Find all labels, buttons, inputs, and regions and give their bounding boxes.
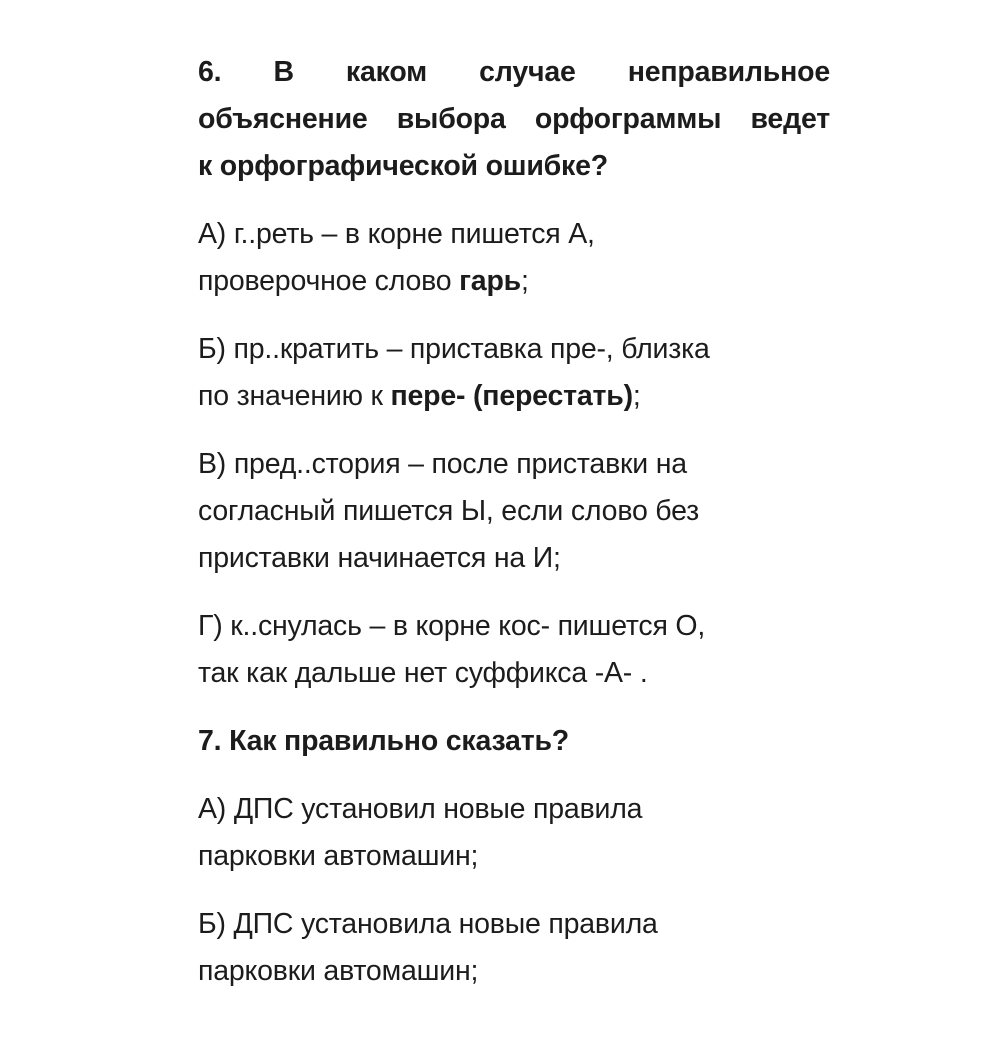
option-7b: Б) ДПС установила новые правила парковки автомашин; [198,908,658,987]
question-7-title: 7. Как правильно сказать? [198,725,569,757]
bold-word: гарь [459,265,521,297]
bold-word: пере- (перестать) [390,380,633,412]
option-6d: Г) к..снулась – в корне кос- пишется О, так как дальше нет суффикса -А- . [198,610,706,689]
option-6a: А) г..реть – в корне пишется А, проверочное слово гарь; [198,218,595,297]
option-7a: А) ДПС установил новые правила парковки автомашин; [198,793,643,872]
question-6-title: 6. В каком случае неправильное объяснение выбора орфограммы ведет к орфографической ошибке? [198,56,830,182]
document [198,49,830,1016]
option-6c: В) пред..стория – после приставки на согласный пишется Ы, если слово без приставки начинается на И; [198,448,700,574]
option-6b: Б) пр..кратить – приставка пре-, близка по значению к пере- (перестать); [198,333,710,412]
